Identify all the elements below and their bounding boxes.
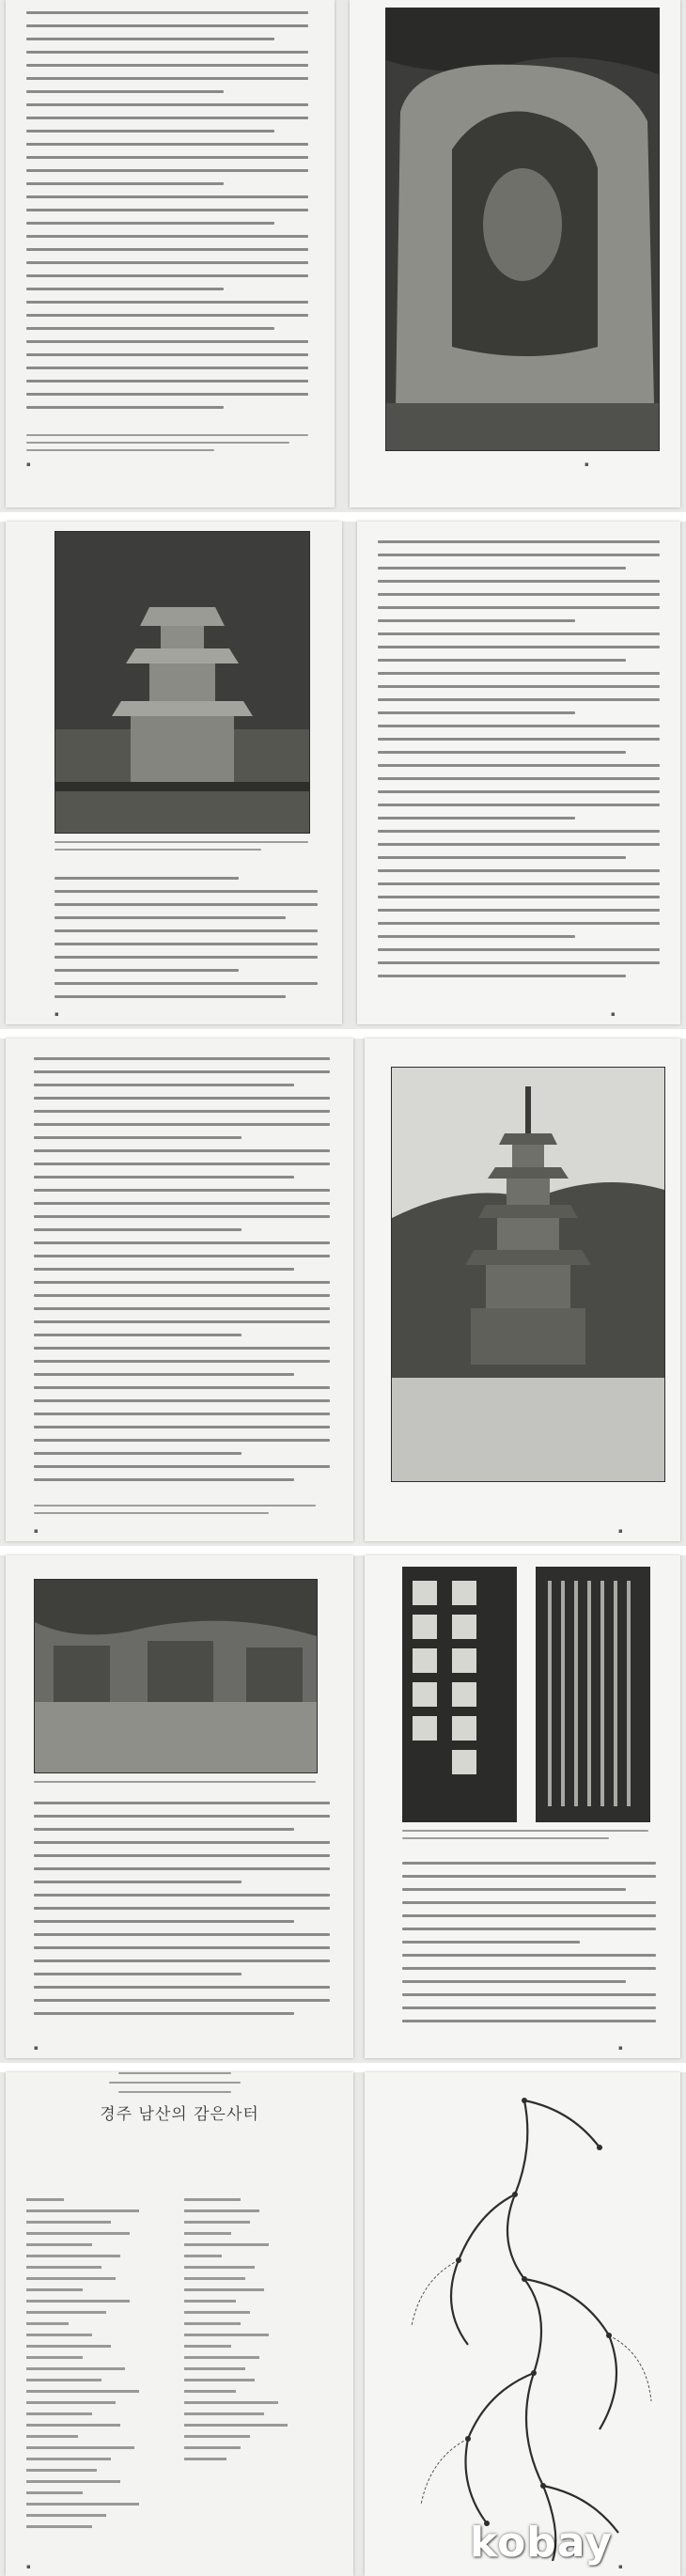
tall-pagoda-photo	[391, 1067, 665, 1482]
book-page-left	[6, 0, 335, 507]
photo-sheet-2	[0, 522, 686, 1029]
book-page-right	[365, 1555, 680, 2058]
caption-line	[118, 2091, 231, 2093]
caption-line	[402, 1830, 648, 1832]
rock-buddha-photo	[385, 8, 660, 451]
book-page-left	[6, 1555, 353, 2058]
stone-pagoda-photo	[55, 531, 310, 834]
book-page-left	[6, 522, 342, 1024]
body-text-block	[378, 540, 660, 988]
book-page-right	[350, 0, 680, 507]
book-page-right	[365, 2072, 680, 2576]
page-number: ▪	[618, 2563, 623, 2570]
page-number: ▪	[26, 461, 31, 468]
inscription-rubbing-right	[536, 1567, 650, 1822]
caption-line	[34, 1781, 316, 1783]
caption-line	[109, 2082, 241, 2084]
body-text-block	[34, 1057, 330, 1491]
page-number: ▪	[611, 1010, 616, 1018]
inscription-rubbing-left	[402, 1567, 517, 1822]
caption-line	[118, 2072, 231, 2074]
page-number: ▪	[55, 1010, 59, 1018]
caption-line	[26, 449, 214, 451]
hiking-trail-map	[383, 2091, 665, 2561]
caption-line	[34, 1505, 316, 1507]
contents-list-left	[26, 2194, 167, 2533]
temple-ruins-photo	[34, 1579, 318, 1773]
page-number: ▪	[34, 1527, 39, 1535]
caption-line	[55, 849, 261, 851]
caption-line	[34, 1512, 269, 1514]
book-page-left	[6, 2072, 353, 2576]
contents-list-right	[184, 2194, 325, 2465]
caption-line	[55, 841, 308, 843]
body-text-block	[402, 1862, 656, 2033]
body-text-block	[55, 877, 318, 1008]
photo-sheet-3	[0, 1038, 686, 1546]
page-number: ▪	[618, 1527, 623, 1535]
book-page-right	[365, 1038, 680, 1541]
photo-sheet-5	[0, 2072, 686, 2576]
watermark-logo: kobay	[470, 2519, 613, 2567]
page-title: 경주 남산의 감은사터	[100, 2105, 259, 2124]
photo-sheet-1	[0, 0, 686, 512]
caption-line	[26, 434, 308, 436]
body-text-block	[26, 11, 308, 419]
page-number: ▪	[618, 2044, 623, 2052]
photo-sheet-4	[0, 1555, 686, 2063]
body-text-block	[34, 1802, 330, 2025]
caption-line	[402, 1837, 609, 1839]
caption-line	[26, 442, 289, 444]
page-number: ▪	[585, 461, 589, 468]
page-number: ▪	[34, 2044, 39, 2052]
book-page-left	[6, 1038, 353, 1541]
page-number: ▪	[26, 2563, 31, 2570]
book-page-right	[357, 522, 680, 1024]
